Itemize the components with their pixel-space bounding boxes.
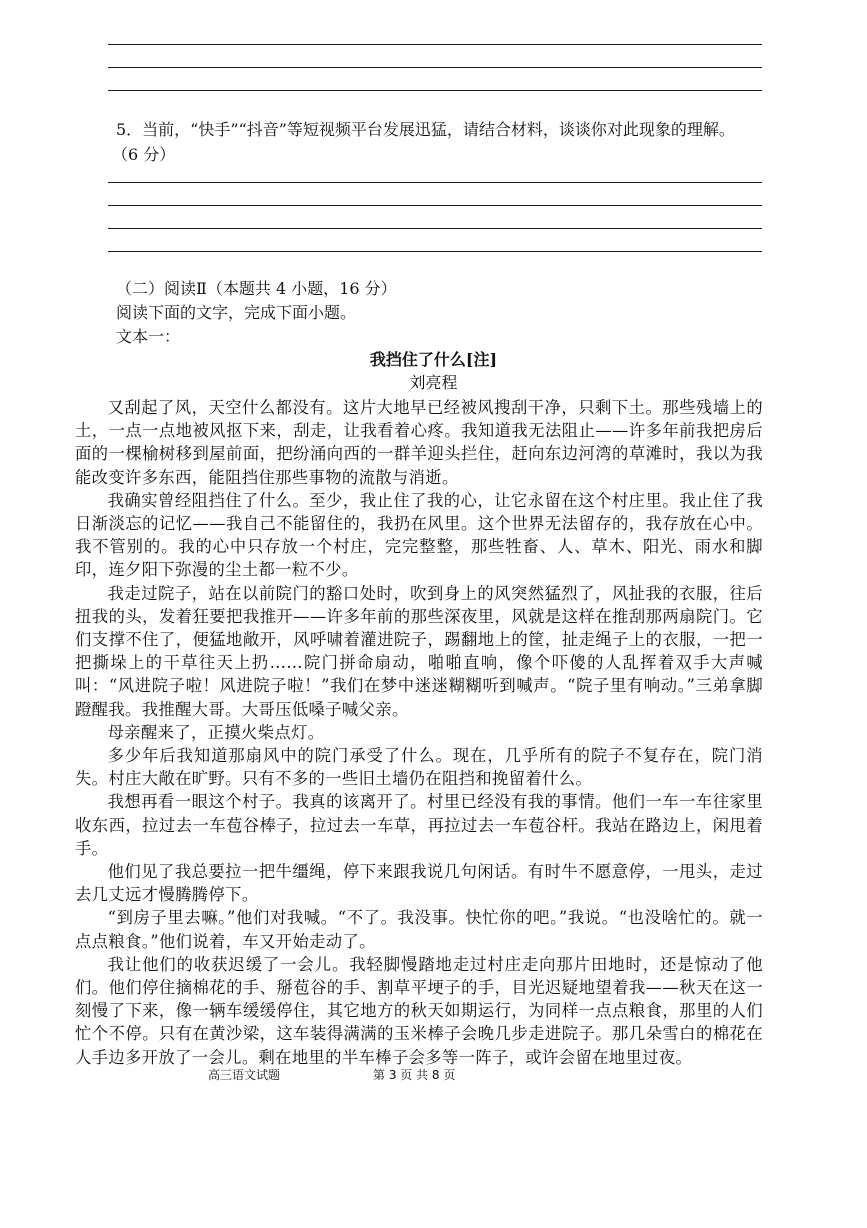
paragraph: 我想再看一眼这个村子。我真的该离开了。村里已经没有我的事情。他们一车一车往家里收东西，拉过去一车苞谷棒子，拉过去一车草，再拉过去一车苞谷杆。我站在路边上，闲甩着手。 xyxy=(75,792,763,858)
paragraph: 我走过院子，站在以前院门的豁口处时，吹到身上的风突然猛烈了，风扯我的衣服，往后扭我的头，发着狂要把我推开——许多年前的那些深夜里，风就是这样在推刮那两扇院门。它们支撑不住了，便猛地敞开，风呼啸着灌进院子，踢翻地上的筐，扯走绳子上的衣服，一把一把撕垛上的干草往天上扔……院门拼命扇动，啪啪直响，像个吓傻的人乱挥着双手大声喊叫：“风进院子啦！风进院子啦！”我们在梦中迷迷糊糊听到喊声。“院子里有响动。”三弟拿脚蹬醒我。我推醒大哥。大哥压低嗓子喊父亲。 xyxy=(75,583,763,719)
question-5-score: （6 分） xyxy=(112,145,176,164)
page-number: 第 3 页 共 8 页 xyxy=(373,1068,456,1082)
article-title: 我挡住了什么[注] xyxy=(369,350,498,369)
paragraph: 他们见了我总要拉一把牛缰绳，停下来跟我说几句闲话。有时牛不愿意停，一甩头，走过去几丈远才慢腾腾停下。 xyxy=(75,862,763,905)
article-body xyxy=(75,396,763,1069)
section-header xyxy=(116,278,397,350)
question-5-text: 5．当前，“快手”“抖音”等短视频平台发展迅猛，请结合材料，谈谈你对此现象的理解。 xyxy=(116,120,735,139)
paragraph: “到房子里去嘛。”他们对我喊。“不了。我没事。快忙你的吧。”我说。“也没啥忙的。就一点点粮食。”他们说着，车又开始走动了。 xyxy=(75,908,763,951)
answer-line xyxy=(108,182,762,183)
paragraph: 我确实曾经阻挡住了什么。至少，我止住了我的心，让它永留在这个村庄里。我止住了我日渐淡忘的记忆——我自己不能留住的，我扔在风里。这个世界无法留存的，我存放在心中。我不管别的。我的心中只存放一个村庄，完完整整，那些牲畜、人、草木、阳光、雨水和脚印，连夕阳下弥漫的尘土都一粒不少。 xyxy=(75,490,763,580)
paragraph: 多少年后我知道那扇风中的院门承受了什么。现在，几乎所有的院子不复存在，院门消失。村庄大敞在旷野。只有不多的一些旧土墙仍在阻挡和挽留着什么。 xyxy=(75,746,763,789)
paragraph: 我让他们的收获迟缓了一会儿。我轻脚慢踏地走过村庄走向那片田地时，还是惊动了他们。他们停住摘棉花的手、掰苞谷的手、割草平埂子的手，目光迟疑地望着我——秋天在这一刻慢了下来，像一辆车缓缓停住，其它地方的秋天如期运行，为同样一点点粮食，那里的人们忙个不停。只有在黄沙梁，这车装得满满的玉米棒子会晚几步走进院子。那几朵雪白的棉花在人手边多开放了一会儿。剩在地里的半车棒子会多等一阵子，或许会留在地里过夜。 xyxy=(75,954,763,1067)
answer-line xyxy=(108,228,762,229)
paragraph: 母亲醒来了，正摸火柴点灯。 xyxy=(107,722,325,742)
exam-name: 高三语文试题 xyxy=(208,1068,281,1082)
text-label: 文本一： xyxy=(116,327,181,346)
article-author: 刘亮程 xyxy=(409,373,458,392)
answer-line xyxy=(108,251,762,252)
answer-line xyxy=(108,90,762,91)
section-heading: （二）阅读Ⅱ（本题共 4 小题，16 分） xyxy=(116,279,397,298)
question-5 xyxy=(112,117,778,167)
section-instruction: 阅读下面的文字，完成下面小题。 xyxy=(116,303,357,322)
answer-line xyxy=(108,67,762,68)
paragraph: 又刮起了风，天空什么都没有。这片大地早已经被风搜刮干净，只剩下土。那些残墙上的土，一点一点地被风抠下来，刮走，让我看着心疼。我知道我无法阻止——许多年前我把房后面的一棵榆树移到屋前面，把纷涌向西的一群羊迎头拦住，赶向东边河湾的草滩时，我以为我能改变许多东西，能阻挡住那些事物的流散与消逝。 xyxy=(75,398,763,487)
answer-line xyxy=(108,44,762,45)
answer-line xyxy=(108,205,762,206)
